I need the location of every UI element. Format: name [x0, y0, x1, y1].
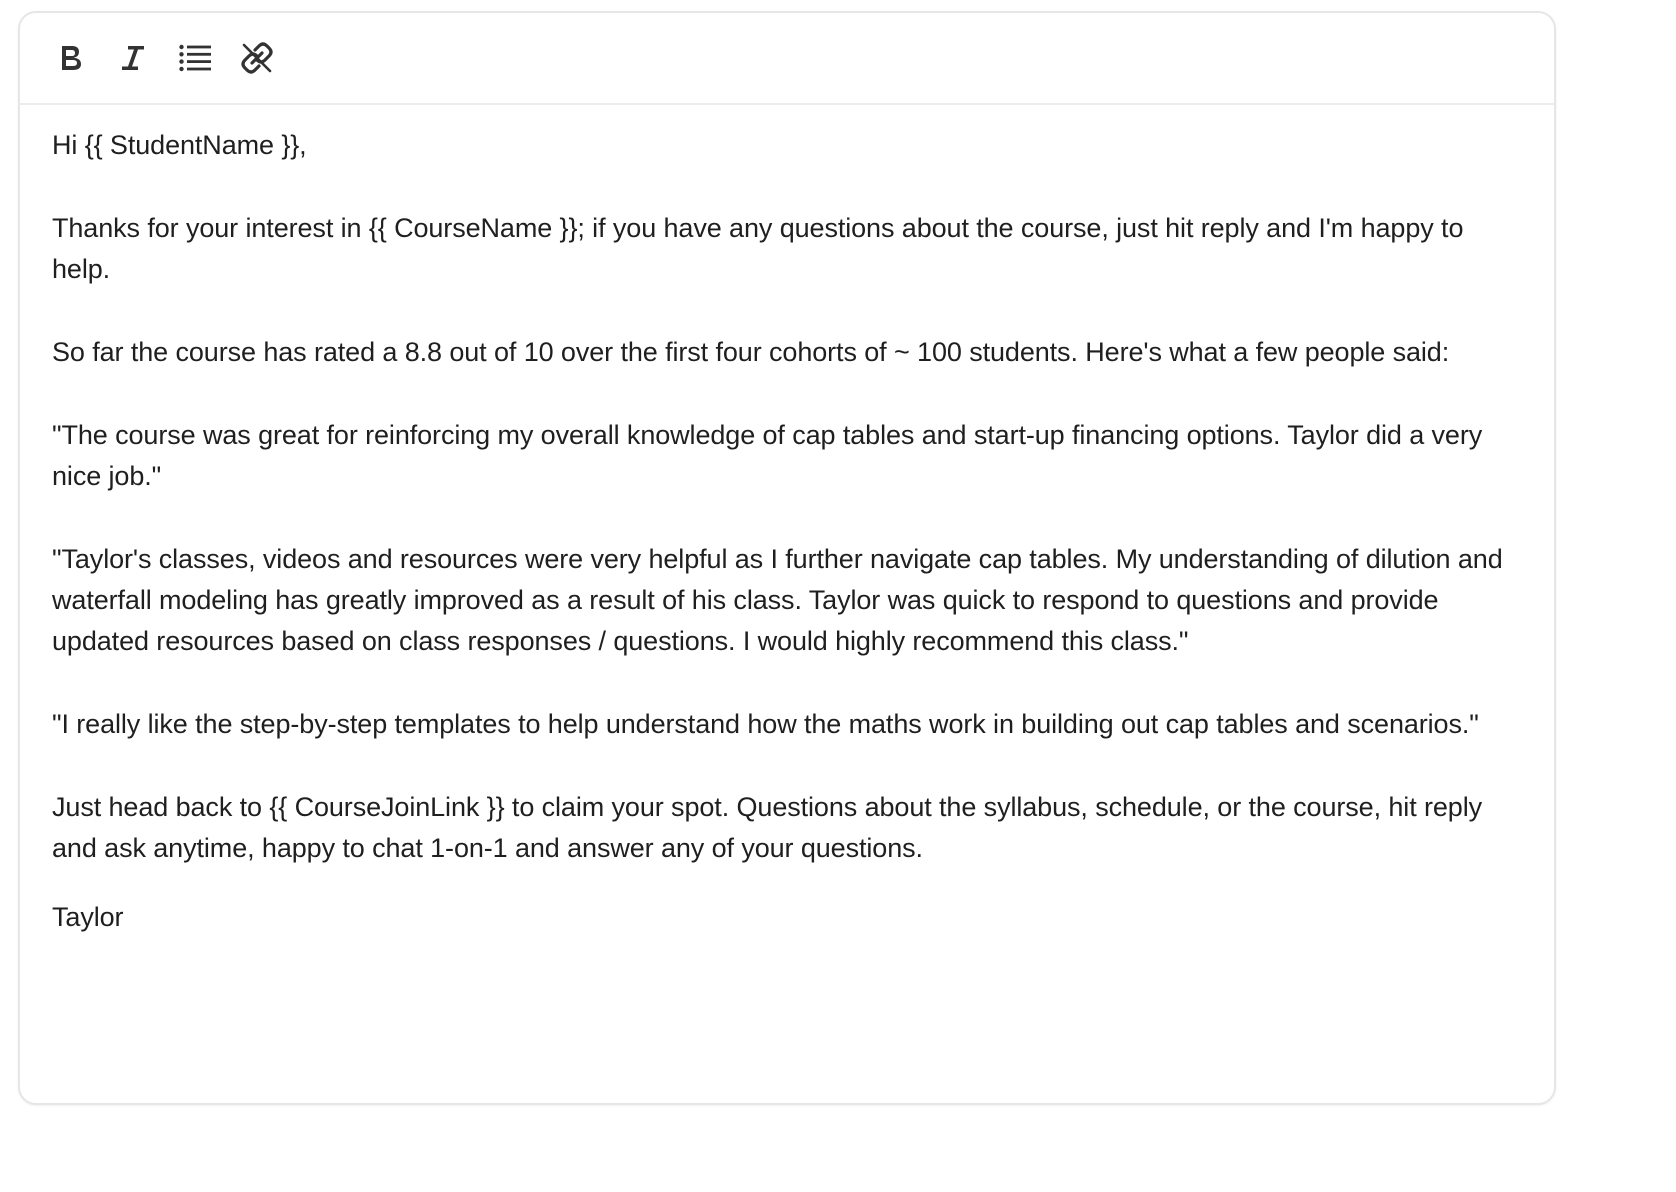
editor-toolbar: [20, 13, 1554, 105]
body-paragraph-cta: Just head back to {{ CourseJoinLink }} to claim your spot. Questions about the syllabus, schedule, or the course, hit reply and ask anytime, happy to chat 1-on-1 and answer any of your questions.: [52, 792, 1490, 863]
testimonial-paragraph-1: "The course was great for reinforcing my overall knowledge of cap tables and start-up financing options. Taylor did a very nice job.": [52, 420, 1490, 491]
body-paragraph-intro: Thanks for your interest in {{ CourseName }}; if you have any questions about the course, just hit reply and I'm happy to help.: [52, 213, 1471, 284]
bold-button[interactable]: [54, 38, 88, 78]
editor-content[interactable]: [20, 105, 1554, 938]
link-icon: [240, 41, 274, 75]
signature: Taylor: [52, 902, 124, 932]
link-button[interactable]: [240, 38, 274, 78]
rich-text-editor: [18, 11, 1556, 1105]
italic-icon: [119, 42, 147, 74]
bullet-list-icon: [178, 42, 212, 74]
body-paragraph-rating: So far the course has rated a 8.8 out of 10 over the first four cohorts of ~ 100 students. Here's what a few people said:: [52, 337, 1450, 367]
bullet-list-button[interactable]: [178, 38, 212, 78]
testimonial-paragraph-3: "I really like the step-by-step templates to help understand how the maths work in building out cap tables and scenarios.": [52, 709, 1479, 739]
bold-icon: [57, 42, 85, 74]
greeting-paragraph: Hi {{ StudentName }},: [52, 130, 307, 160]
testimonial-paragraph-2: "Taylor's classes, videos and resources were very helpful as I further navigate cap tables. My understanding of dilution and waterfall modeling has greatly improved as a result of his class. Taylor was quick to respond to questions and provide updated resources based on class responses / questions. I would highly recommend this class.": [52, 544, 1511, 656]
italic-button[interactable]: [116, 38, 150, 78]
